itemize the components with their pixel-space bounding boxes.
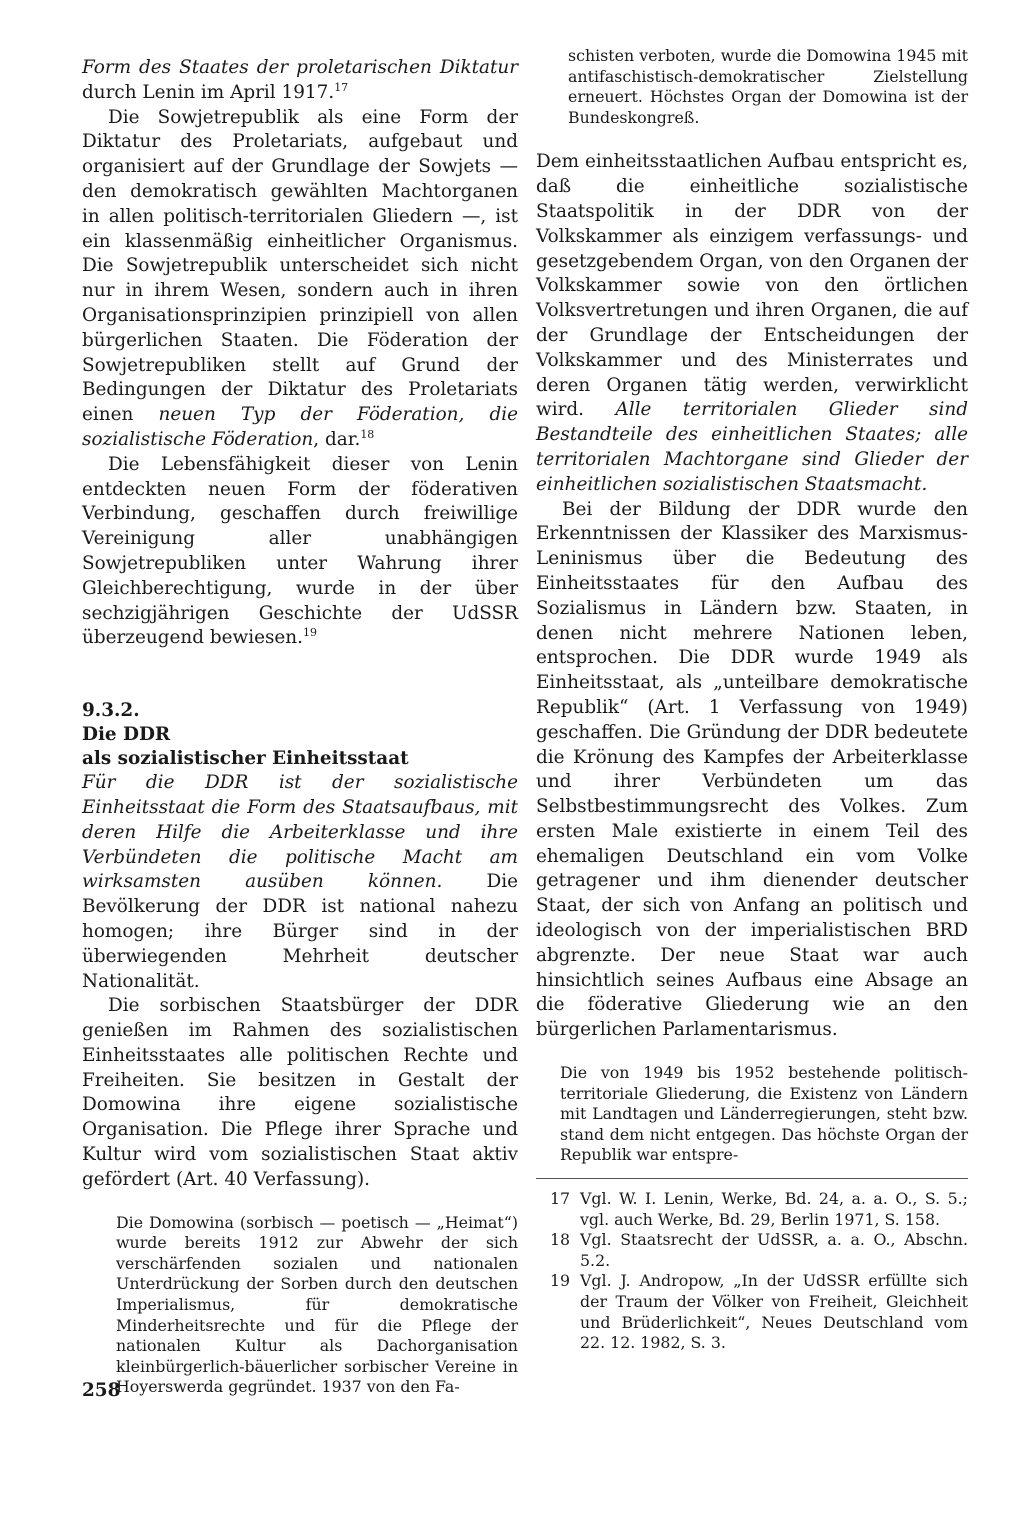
section-title-line-2: als sozialistischer Einheitsstaat [82,748,409,770]
footnote-ref-17: 17 [334,80,349,94]
footnote-divider [536,1178,968,1179]
paragraph-lebensfaehigkeit: Die Lebensfähigkeit dieser von Lenin entdeckten neuen Form der föderativen Verbindung, geschaffen durch freiwillige Vereinigung aller unabhängigen Sowjetrepubliken unter Wahrung ihrer Gleichberechtigung, wurde in der über sechzigjährigen Geschichte der UdSSR überzeugend bewiesen.$^{19}$ [82,453,518,649]
page-number: 258 [82,1380,121,1401]
footnote-19: 19 Vgl. J. Andropow, „In der UdSSR erfüllte sich der Traum der Völker von Freiheit, Gleichheit und Brüderlichkeit“, Neues Deutschland vom 22. 12. 1982, S. 3. [550,1271,968,1353]
paragraph-einheitsstaat: Für die DDR ist der sozialistische Einheitsstaat die Form des Staatsaufbaus, mit deren Hilfe die Arbeiterklasse und ihre Verbündeten die politische Macht am wirksamsten ausüben können. Die Bevölkerung der DDR ist national nahezu homogen; ihre Bürger sind in der überwiegenden Mehrheit deutscher Nationalität. [82,772,519,992]
footnote-ref-18: 18 [360,427,375,441]
footnote-ref-19: 19 [303,626,318,640]
paragraph-sowjetrepublik: Die Sowjetrepublik als eine Form der Diktatur des Proletariats, aufgebaut und organisiert auf der Grundlage der Sowjets — den demokratisch gewählten Machtorganen in allen politisch-territorialen Gliedern —, ist ein klassenmäßig einheitlicher Organismus. Die Sowjetrepublik unterscheidet sich nicht nur in ihrem Wesen, sondern auch in ihren Organisationsprinzipien prinzipiell von allen bürgerlichen Staaten. Die Föderation der Sowjetrepubliken stellt auf Grund der Bedingungen der Diktatur des Proletariats einen neuen Typ der Föderation, die sozialistische Föderation, dar.$^{18}$ [82,106,519,450]
paragraph-aufbau: Dem einheitsstaatlichen Aufbau entspricht es, daß die einheitliche sozialistische Staatspolitik in der DDR von der Volkskammer als einzigem verfassungs- und gesetzgebendem Organ, von den Organen der Volkskammer sowie von den örtlichen Volksvertretungen und ihren Organen, die auf der Grundlage der Entscheidungen der Volkskammer und des Ministerrates und deren Organen tätig werden, verwirklicht wird. Alle territorialen Glieder sind Bestandteile des einheitlichen Staates; alle territorialen Machtorgane sind Glieder der einheitlichen sozialistischen Staatsmacht. [536,151,968,495]
footnote-18: 18 Vgl. Staatsrecht der UdSSR, a. a. O., Abschn. 5.2. [550,1230,968,1270]
section-title-line-1: Die DDR [82,724,171,746]
right-column [536,46,968,1354]
footnotes [536,1189,968,1354]
small-print-gliederung: Die von 1949 bis 1952 bestehende politisch-territoriale Gliederung, die Existenz von Ländern mit Landtagen und Länderregierungen, steht bzw. stand dem nicht entgegen. Das höchste Organ der Republik war entspre- [560,1063,968,1165]
small-print-domowina-continued: schisten verboten, wurde die Domowina 1945 mit antifaschistisch-demokratischer Zielstellung erneuert. Höchstes Organ der Domowina ist der Bundeskongreß. [568,46,968,127]
left-column [82,46,518,1398]
section-heading [82,699,518,771]
paragraph-bildung-ddr: Bei der Bildung der DDR wurde den Erkenntnissen der Klassiker des Marxismus-Leninismus über die Bedeutung des Einheitsstaates für den Aufbau des Sozialismus in Ländern bzw. Staaten, in denen nicht mehrere Nationen leben, entsprochen. Die DDR wurde 1949 als Einheitsstaat, als „unteilbare demokratische Republik“ (Art. 1 Verfassung von 1949) geschaffen. Die Gründung der DDR bedeutete die Krönung des Kampfes der Arbeiterklasse und ihrer Verbündeten um das Selbstbestimmungsrecht des Volkes. Zum ersten Male existierte in einem Teil des ehemaligen Deutschland ein vom Volke getragener und ihm dienender deutscher Staat, der sich von Anfang an politisch und ideologisch von der imperialistischen BRD abgrenzte. Der neue Staat war auch hinsichtlich seines Aufbaus eine Absage an die föderative Gliederung wie an den bürgerlichen Parlamentarismus. [536,498,968,1041]
section-number: 9.3.2. [82,700,140,722]
paragraph-sorben: Die sorbischen Staatsbürger der DDR genießen im Rahmen des sozialistischen Einheitsstaates alle politischen Rechte und Freiheiten. Sie besitzen in Gestalt der Domowina ihre eigene sozialistische Organisation. Die Pflege ihrer Sprache und Kultur wird vom sozialistischen Staat aktiv gefördert (Art. 40 Verfassung). [82,995,518,1190]
footnote-17: 17 Vgl. W. I. Lenin, Werke, Bd. 24, a. a. O., S. 5.; vgl. auch Werke, Bd. 29, Berlin 1971, S. 158. [550,1189,968,1229]
small-print-domowina: Die Domowina (sorbisch — poetisch — „Heimat“) wurde bereits 1912 zur Abwehr der sich verschärfenden sozialen und nationalen Unterdrückung der Sorben durch den deutschen Imperialismus, für demokratische Minderheitsrechte und für die Pflege der nationalen Kultur als Dachorganisation kleinbürgerlich-bäuerlicher sorbischer Vereine in Hoyerswerda gegründet. 1937 von den Fa- [116,1212,518,1397]
paragraph-continuation: Form des Staates der proletarischen Diktatur durch Lenin im April 1917.17 [82,57,518,103]
